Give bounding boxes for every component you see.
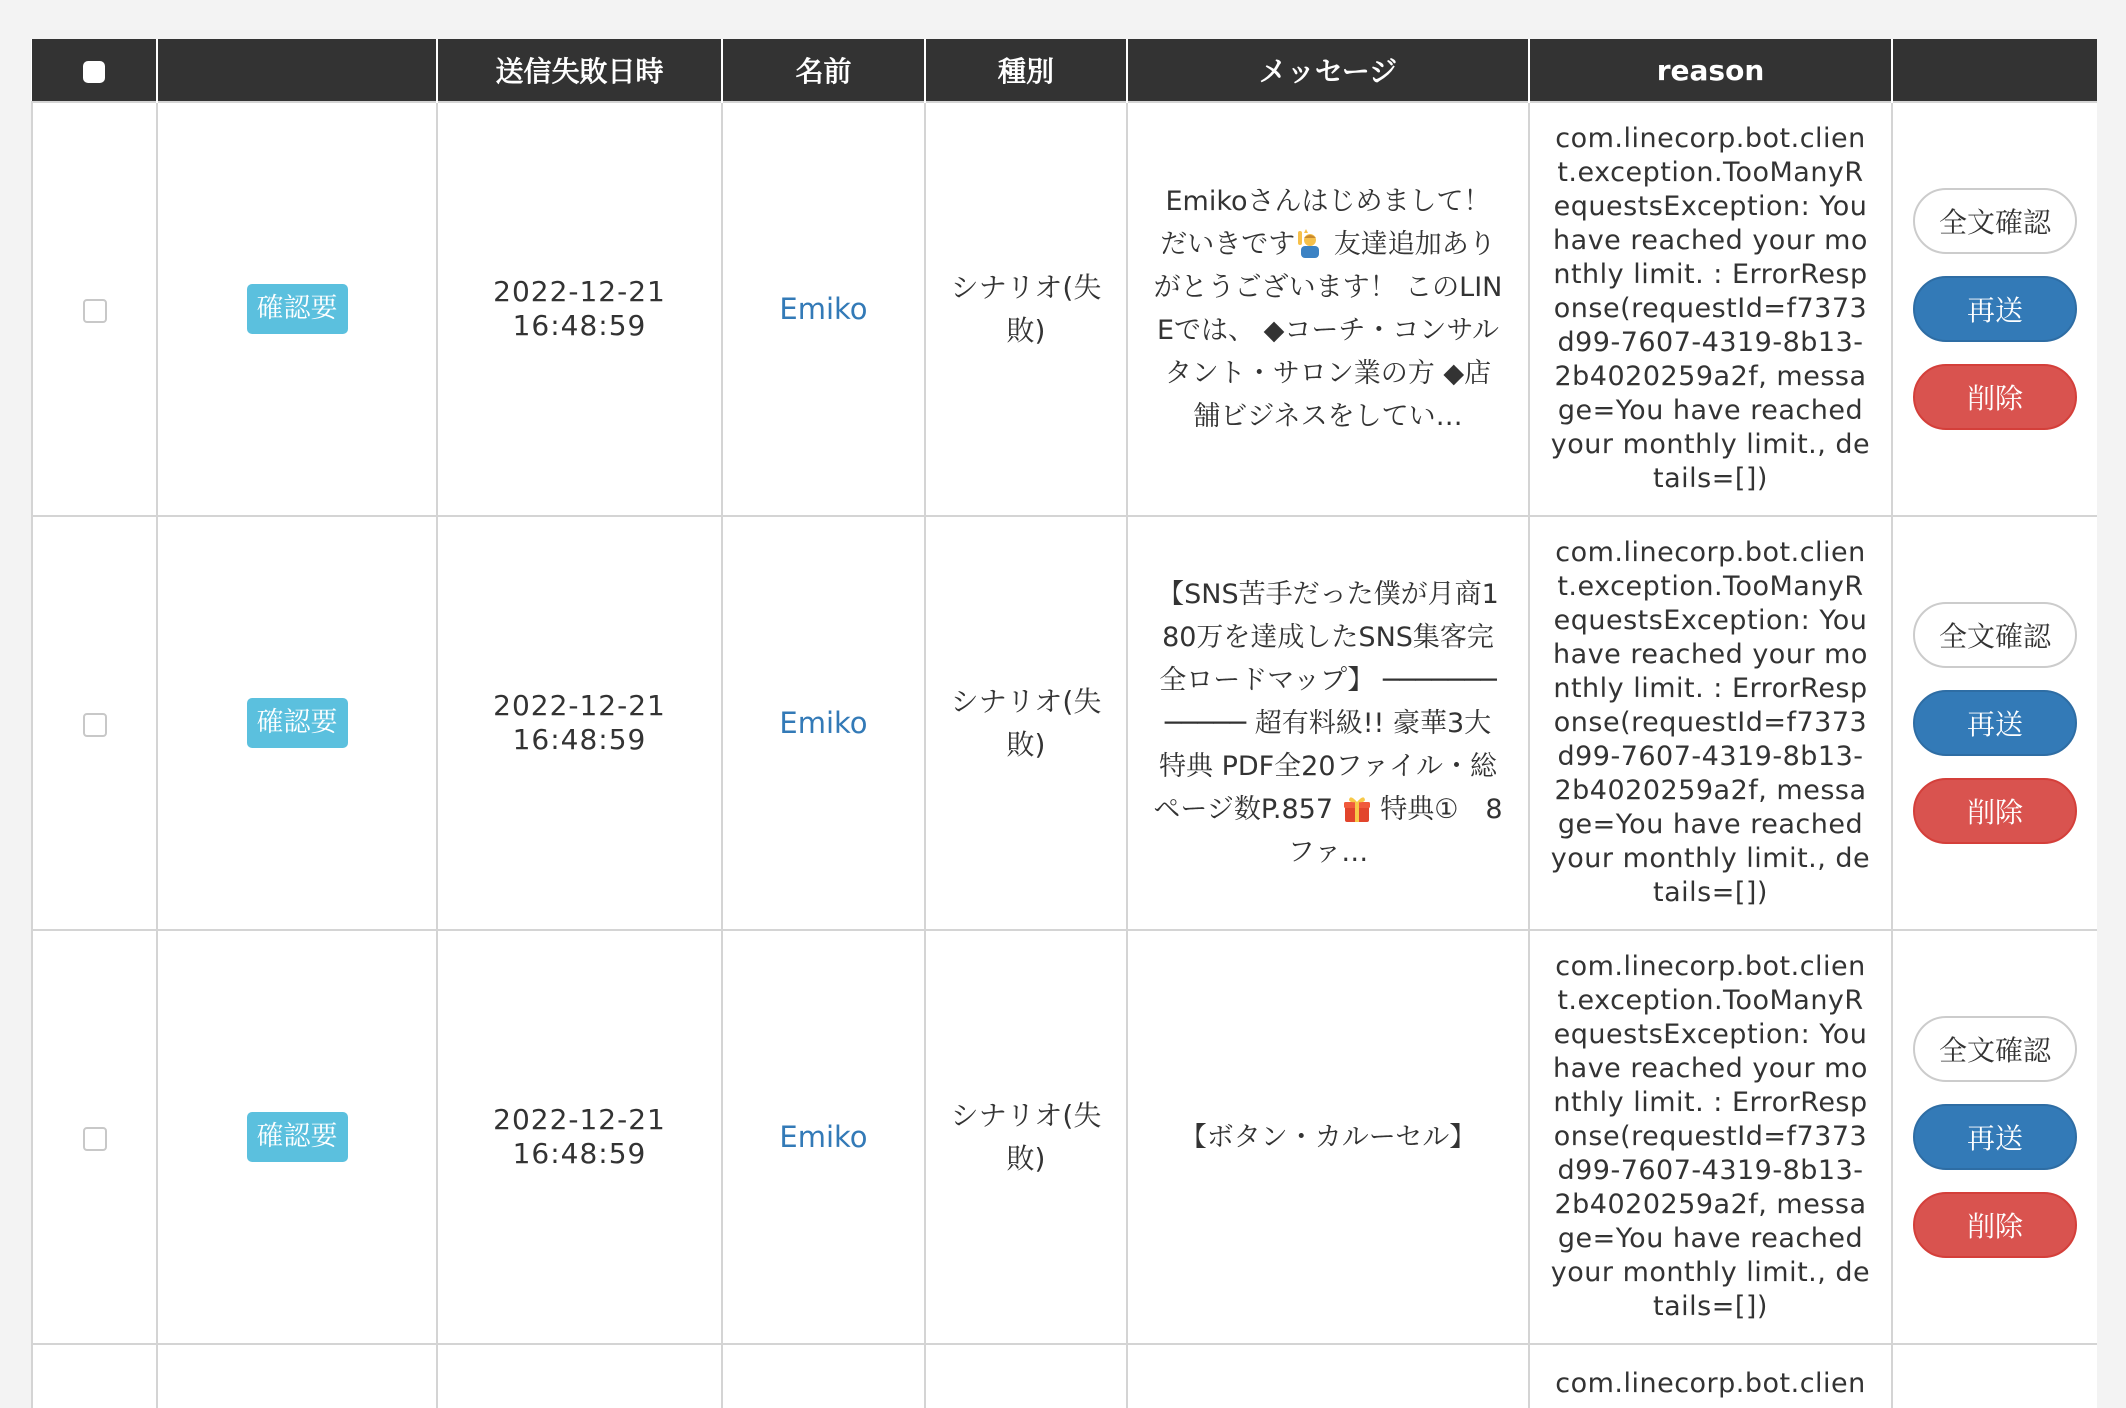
failed-messages-table <box>31 39 2097 1408</box>
message-text: 【SNS苦手だった僕が月商180万を達成したSNS集客完全ロードマップ】 ──────────── 超有料級!! 豪華3大特典 PDF全20ファイル・総ページ数P.857 <box>1153 578 1499 825</box>
reason-cell <box>1529 102 1892 516</box>
failed-time: 16:48:59 <box>512 309 647 342</box>
name-cell <box>722 102 925 516</box>
name-cell <box>722 930 925 1344</box>
user-name-link[interactable]: Emiko <box>779 706 868 740</box>
reason-cell <box>1529 516 1892 930</box>
status-cell <box>157 102 437 516</box>
status-badge: 確認要 <box>247 1112 348 1162</box>
type-cell <box>925 1344 1127 1408</box>
failed-date: 2022-12-21 <box>493 275 666 308</box>
resend-button[interactable]: 再送 <box>1913 1104 2077 1170</box>
type-cell <box>925 516 1127 930</box>
row-checkbox-cell <box>32 1344 157 1408</box>
view-full-text-button[interactable]: 全文確認 <box>1913 1016 2077 1082</box>
table-header-row <box>32 39 2097 102</box>
header-status <box>157 39 437 102</box>
delete-button[interactable]: 削除 <box>1913 1192 2077 1258</box>
failed-time: 16:48:59 <box>512 1137 647 1170</box>
failed-time: 16:48:59 <box>512 723 647 756</box>
view-full-text-button[interactable]: 全文確認 <box>1913 602 2077 668</box>
error-reason: com.linecorp.bot.client.exception.TooManyRequestsException: You have reached your monthly limit. : ErrorResponse(requestId=f7373d99-7607-4319-8b13-2b4020259a2f, message=You have reached your monthly limit., details=[]) <box>1550 123 1871 494</box>
row-checkbox[interactable] <box>83 299 107 323</box>
resend-button[interactable]: 再送 <box>1913 690 2077 756</box>
header-checkbox-cell <box>32 39 157 102</box>
table-row <box>32 102 2097 516</box>
row-checkbox[interactable] <box>83 1127 107 1151</box>
failed-date: 2022-12-21 <box>493 1103 666 1136</box>
name-cell <box>722 1344 925 1408</box>
row-checkbox[interactable] <box>83 713 107 737</box>
actions-cell <box>1892 1344 2097 1408</box>
message-text-continued: 特典① 8ファ… <box>1287 793 1503 868</box>
date-cell <box>437 102 722 516</box>
status-badge: 確認要 <box>247 698 348 748</box>
error-reason: com.linecorp.bot.client.exception.TooManyRequestsException: You have reached your monthly limit. : ErrorResponse(requestId=f7373d99-7607-4319-8b13-2b4020259a2f, message=You have reached your monthly limit., details=[]) <box>1550 537 1871 908</box>
header-name: 名前 <box>722 39 925 102</box>
failed-date: 2022-12-21 <box>493 689 666 722</box>
message-cell <box>1127 1344 1529 1408</box>
user-name-link[interactable]: Emiko <box>779 1120 868 1154</box>
error-reason: com.linecorp.bot.clien <box>1555 1368 1866 1399</box>
message-type: シナリオ(失敗) <box>950 271 1102 347</box>
gift-icon <box>1342 794 1372 824</box>
header-actions <box>1892 39 2097 102</box>
row-checkbox-cell <box>32 930 157 1344</box>
table-row <box>32 1344 2097 1408</box>
header-type: 種別 <box>925 39 1127 102</box>
actions-cell <box>1892 930 2097 1344</box>
reason-cell <box>1529 930 1892 1344</box>
message-text-continued: 友達追加ありがとうございます！ このLINEでは、 ◆コーチ・コンサルタント・サロン業の方 ◆店舗ビジネスをしてい… <box>1153 229 1503 432</box>
message-cell <box>1127 102 1529 516</box>
actions-cell <box>1892 102 2097 516</box>
type-cell <box>925 102 1127 516</box>
status-cell <box>157 1344 437 1408</box>
message-cell <box>1127 930 1529 1344</box>
message-type: シナリオ(失敗) <box>950 1099 1102 1175</box>
date-cell <box>437 930 722 1344</box>
reason-cell <box>1529 1344 1892 1408</box>
date-cell <box>437 516 722 930</box>
type-cell <box>925 930 1127 1344</box>
resend-button[interactable]: 再送 <box>1913 276 2077 342</box>
row-checkbox-cell <box>32 102 157 516</box>
header-message: メッセージ <box>1127 39 1529 102</box>
failed-messages-panel <box>31 39 2097 1408</box>
message-text: 【ボタン・カルーセル】 <box>1179 1121 1477 1153</box>
header-reason: reason <box>1529 39 1892 102</box>
view-full-text-button[interactable]: 全文確認 <box>1913 188 2077 254</box>
message-preview <box>1128 1116 1528 1159</box>
message-preview <box>1128 573 1528 874</box>
actions-cell <box>1892 516 2097 930</box>
name-cell <box>722 516 925 930</box>
table-row <box>32 930 2097 1344</box>
delete-button[interactable]: 削除 <box>1913 364 2077 430</box>
status-cell <box>157 930 437 1344</box>
row-checkbox-cell <box>32 516 157 930</box>
person-raising-hand-icon <box>1295 229 1325 259</box>
date-cell <box>437 1344 722 1408</box>
message-type: シナリオ(失敗) <box>950 685 1102 761</box>
user-name-link[interactable]: Emiko <box>779 292 868 326</box>
status-badge: 確認要 <box>247 284 348 334</box>
table-row <box>32 516 2097 930</box>
select-all-checkbox[interactable] <box>83 61 105 83</box>
message-cell <box>1127 516 1529 930</box>
delete-button[interactable]: 削除 <box>1913 778 2077 844</box>
header-date: 送信失敗日時 <box>437 39 722 102</box>
error-reason: com.linecorp.bot.client.exception.TooManyRequestsException: You have reached your monthly limit. : ErrorResponse(requestId=f7373d99-7607-4319-8b13-2b4020259a2f, message=You have reached your monthly limit., details=[]) <box>1550 951 1871 1322</box>
message-preview <box>1128 180 1528 438</box>
status-cell <box>157 516 437 930</box>
message-text: Emikoさんはじめまして！ だいきです <box>1160 186 1491 260</box>
